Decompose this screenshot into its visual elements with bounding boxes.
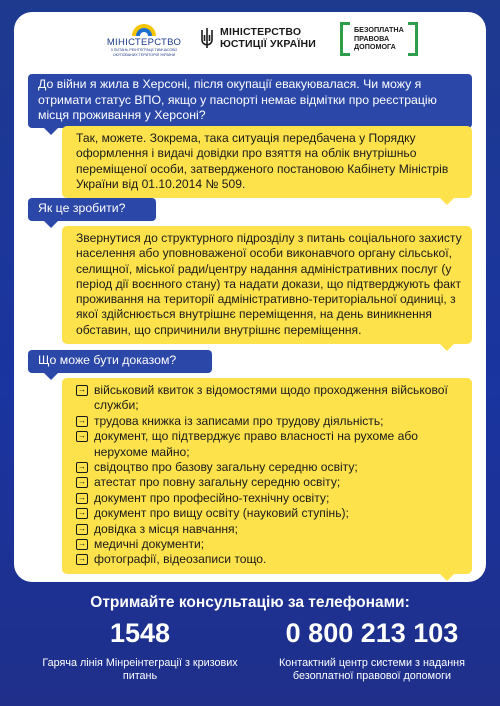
- arrow-right-icon: →: [78, 539, 86, 549]
- list-item: → трудова книжка із записами про трудову діяльність;: [78, 413, 384, 428]
- question-2: Як це зробити?: [28, 198, 156, 221]
- footer: [0, 582, 500, 706]
- arrow-right-icon: →: [78, 492, 86, 502]
- hotline-label-2: Контактний центр системи з надання безоплатної правової допомоги: [279, 657, 465, 682]
- ministry-reintegration-title: МІНІСТЕРСТВО: [106, 37, 182, 48]
- question-3: Що може бути доказом?: [28, 350, 212, 373]
- footer-heading: Отримайте консультацію за телефонами:: [90, 594, 410, 611]
- list-item: → документ про вищу освіту (науковий ступінь);: [78, 506, 349, 521]
- legal-aid-logo: [340, 22, 418, 56]
- hotline-number-2[interactable]: 0 800 213 103: [285, 618, 459, 648]
- arrow-right-icon: →: [78, 554, 86, 564]
- ministry-justice-line1: МІНІСТЕРСТВО: [220, 26, 302, 38]
- hotline-label-1: Гаряча лінія Мінреінтеграції з кризових питань: [42, 657, 238, 682]
- arrow-right-icon: →: [78, 415, 86, 425]
- sunrise-icon: [129, 22, 159, 36]
- list-item: → атестат про повну загальну середню освіту;: [78, 475, 341, 490]
- list-item: → свідоцтво про базову загальну середню освіту;: [78, 460, 358, 475]
- evidence-list: [76, 383, 462, 568]
- arrow-right-icon: →: [78, 385, 86, 394]
- answer-1: Так, можете. Зокрема, така ситуація передбачена у Порядку оформлення і видачі довідки про взяття на облік внутрішньо переміщеної особи, затвердженого постановою Кабінету Міністрів України від 01.10.2014 № 509.: [62, 126, 472, 198]
- ministry-justice-logo: [200, 26, 316, 50]
- list-item: → військовий квиток з відомостями щодо проходження військової служби;: [78, 383, 448, 413]
- question-1: До війни я жила в Херсоні, після окупації евакуювалася. Чи можу я отримати статус ВПО, якщо у паспорті немає відмітки про реєстрацію місця проживання у Херсоні?: [28, 74, 472, 128]
- ministry-justice-line2: ЮСТИЦІЇ УКРАЇНИ: [220, 38, 317, 50]
- list-item: → довідка з місця навчання;: [78, 521, 238, 536]
- answer-2: Звернутися до структурного підрозділу з питань соціального захисту населення або уповноваженої особи виконавчого органу сільської, селищної, міської ради/центру надання адміністративних послуг (у період дії воєнного стану) та надати докази, що підтверджують факт проживання на території адміністративно-територіальної одиниці, з якої здійснюється внутрішнє переміщення, на день виникнення обставин, що спричинили внутрішнє переміщення.: [62, 226, 472, 344]
- evidence-box: [62, 378, 472, 574]
- arrow-right-icon: →: [78, 462, 86, 472]
- list-item: → фотографії, відеозаписи тощо.: [78, 552, 267, 567]
- right-bracket-icon: [408, 22, 418, 56]
- left-bracket-icon: [340, 22, 350, 56]
- hotline-number-1[interactable]: 1548: [109, 618, 171, 648]
- content-card: [14, 12, 486, 582]
- legal-aid-line3: ДОПОМОГА: [354, 42, 396, 52]
- arrow-right-icon: →: [78, 431, 86, 441]
- ministry-reintegration-subtitle: З ПИТАНЬ РЕІНТЕГРАЦІЇ ТИМЧАСОВО ОКУПОВАНИХ ТЕРИТОРІЙ УКРАЇНИ: [110, 48, 178, 57]
- list-item: → медичні документи;: [78, 537, 205, 552]
- ministry-reintegration-logo: [98, 22, 190, 57]
- arrow-right-icon: →: [78, 523, 86, 533]
- legal-aid-line2: ПРАВОВА: [354, 33, 390, 43]
- legal-aid-line1: БЕЗОПЛАТНА: [354, 25, 404, 35]
- arrow-right-icon: →: [78, 508, 86, 518]
- trident-icon: [200, 27, 214, 49]
- list-item: → документ, що підтверджує право власності на рухоме або нерухоме майно;: [78, 429, 419, 459]
- arrow-right-icon: →: [78, 477, 86, 487]
- list-item: → документ про професійно-технічну освіту;: [78, 490, 330, 505]
- logo-row: [14, 12, 486, 74]
